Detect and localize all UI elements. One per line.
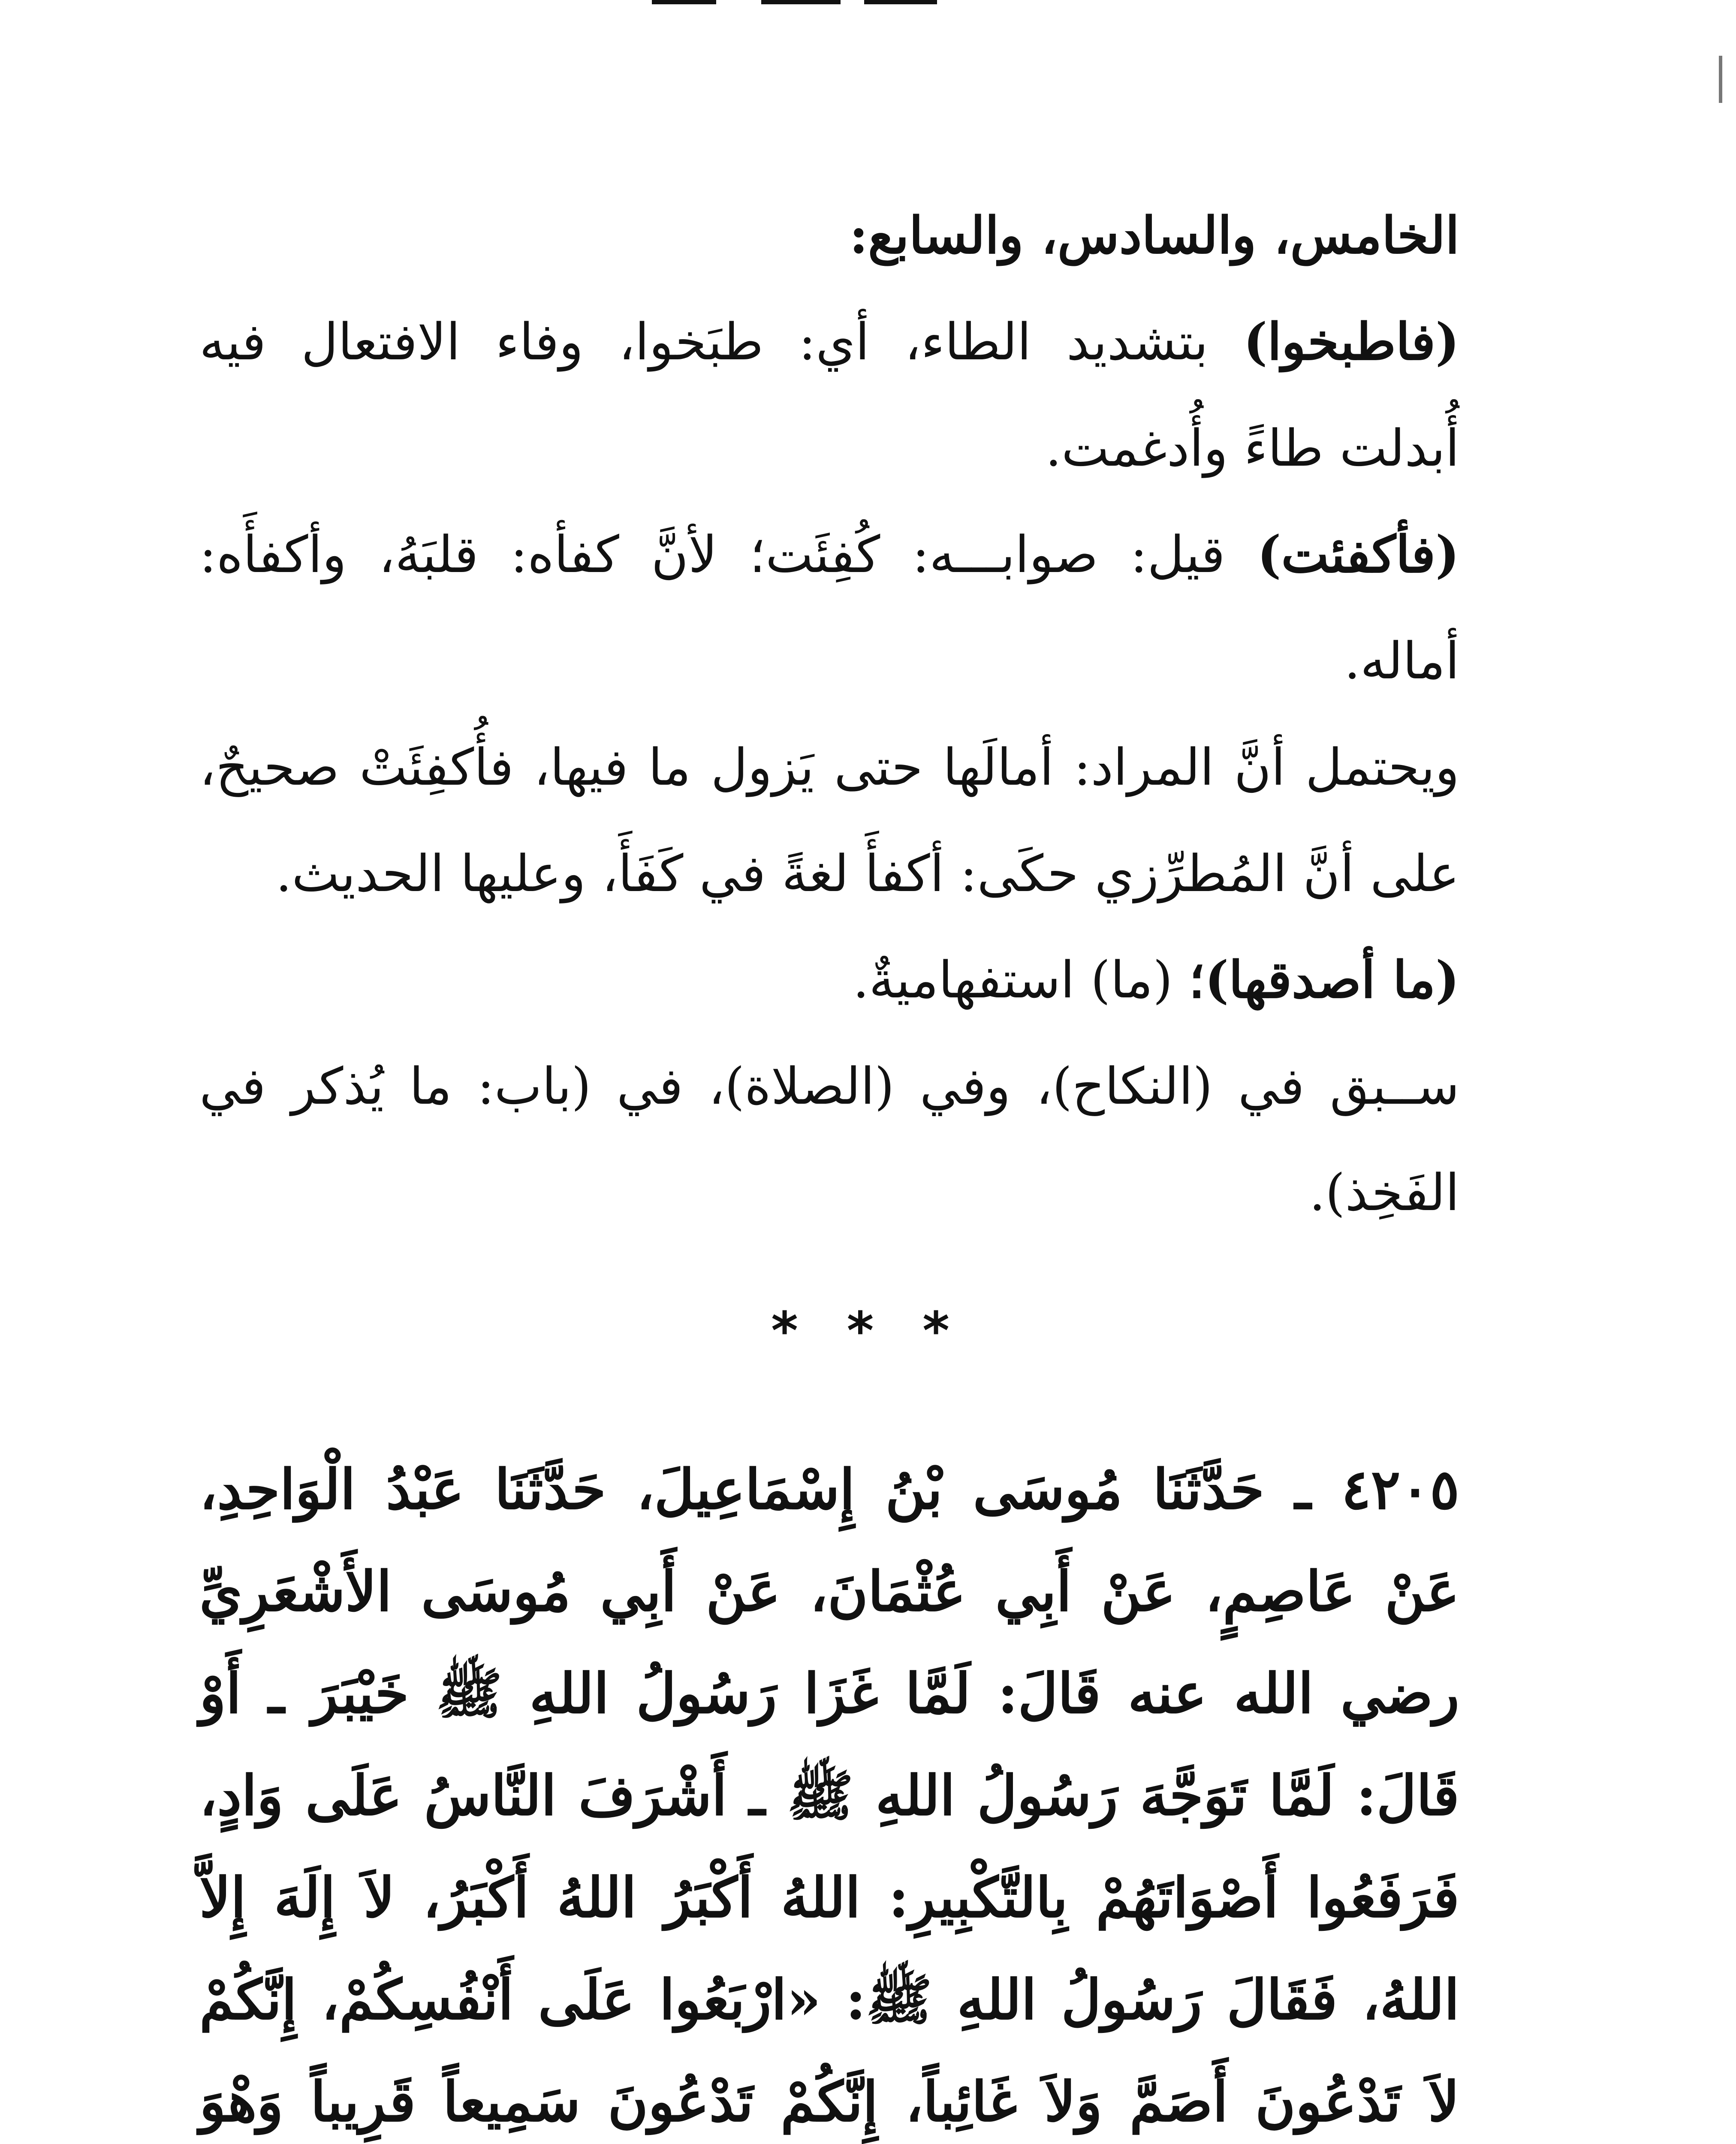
top-header-rule-left: [652, 0, 716, 4]
top-header-rule-center: [761, 0, 841, 4]
commentary-term-1: (فاطبخوا): [1243, 312, 1459, 371]
commentary-body-5: ســبق في (النكاح)، وفي (الصلاة)، في (باب: ما يُذكر في الفَخِذ).: [199, 1057, 1459, 1222]
top-header-rule-right: [864, 0, 937, 4]
commentary-paragraph-5: [199, 1033, 1459, 1246]
commentary-body-4: (ما) استفهاميةٌ.: [853, 950, 1189, 1009]
commentary-paragraph-4: [199, 927, 1459, 1033]
commentary-text: [199, 182, 1459, 1246]
section-heading: الخامس، والسادس، والسابع:: [849, 205, 1459, 265]
commentary-paragraph-2: [199, 501, 1459, 714]
commentary-paragraph-3: [199, 714, 1459, 927]
commentary-term-2: (فأكفئت): [1257, 524, 1459, 584]
section-separator: * * *: [771, 1301, 965, 1361]
commentary-body-3: ويحتمل أنَّ المراد: أمالَها حتى يَزول ما فيها، فأُكفِئَتْ صحيحٌ، على أنَّ المُطرِّزي حكَى: أكفأَ لغةً في كَفَأَ، وعليها الحديث.: [199, 738, 1459, 903]
page-edge-mark: [1719, 56, 1722, 103]
commentary-body-1: بتشديد الطاء، أي: طبَخوا، وفاء الافتعال فيه أُبدلت طاءً وأُدغمت.: [199, 312, 1459, 478]
commentary-body-2: قيل: صوابـــه: كُفِئَت؛ لأنَّ كفأه: قلبَهُ، وأكفأَه: أماله.: [199, 525, 1459, 690]
commentary-paragraph-1: [199, 289, 1459, 501]
hadith-text: ٤٢٠٥ ـ حَدَّثَنَا مُوسَى بْنُ إِسْمَاعِيلَ، حَدَّثَنَا عَبْدُ الْوَاحِدِ، عَنْ عَاصِمٍ، عَنْ أَبِي عُثْمَانَ، عَنْ أَبِي مُوسَى الأَشْعَرِيِّ رضي الله عنه قَالَ: لَمَّا غَزَا رَسُولُ اللهِ ﷺ خَيْبَرَ ـ أَوْ قَالَ: لَمَّا تَوَجَّهَ رَسُولُ اللهِ ﷺ ـ أَشْرَفَ النَّاسُ عَلَى وَادٍ، فَرَفَعُوا أَصْوَاتَهُمْ بِالتَّكْبِيرِ: اللهُ أَكْبَرُ اللهُ أَكْبَرُ، لاَ إِلَهَ إِلاَّ اللهُ، فَقَالَ رَسُولُ اللهِ ﷺ: «ارْبَعُوا عَلَى أَنْفُسِكُمْ، إِنَّكُمْ لاَ تَدْعُونَ أَصَمَّ وَلاَ غَائِباً، إِنَّكُمْ تَدْعُونَ سَمِيعاً قَرِيباً وَهْوَ: [199, 1457, 1460, 2134]
commentary-term-4: (ما أصدقها)؛: [1188, 950, 1459, 1009]
